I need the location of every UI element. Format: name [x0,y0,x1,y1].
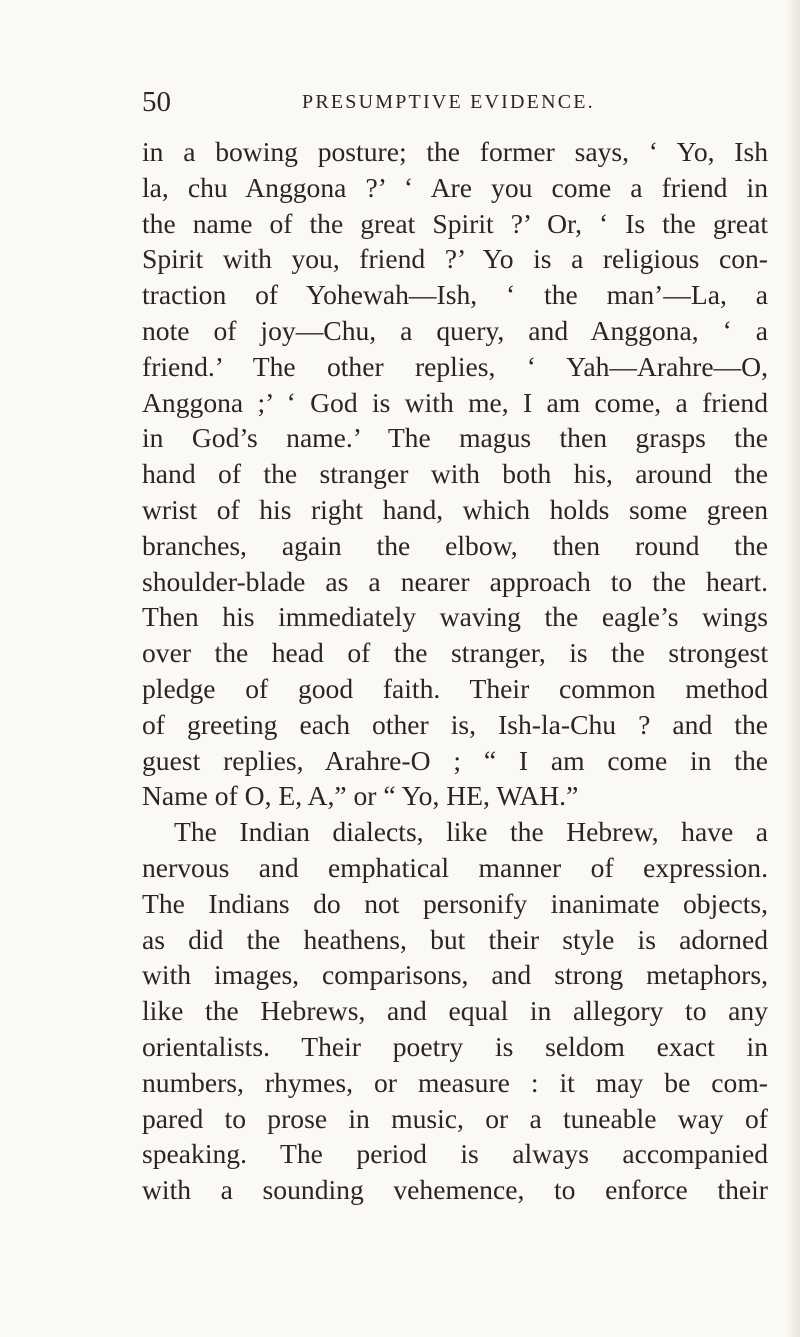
text-line: Name of O, E, A,” or “ Yo, HE, WAH.” [142,780,579,812]
text-line: like the Hebrews, and equal in allegory to any [142,995,768,1027]
running-head [142,86,768,116]
text-line: guest replies, Arahre-O ; “ I am come in the [142,744,768,776]
text-line: over the head of the stranger, is the strongest [142,637,768,669]
page-edge-shadow [786,0,800,1337]
text-line: traction of Yohewah—Ish, ‘ the man’—La, a [142,279,768,311]
text-line: Then his immediately waving the eagle’s wings [142,601,768,633]
text-line: branches, again the elbow, then round the [142,529,768,561]
text-line: speaking. The period is always accompanied [142,1138,768,1170]
text-line: nervous and emphatical manner of expression. [142,851,768,883]
text-line: pledge of good faith. Their common method [142,672,768,704]
text-line: wrist of his right hand, which holds some green [142,493,768,525]
text-line: Spirit with you, friend ?’ Yo is a religious con- [142,243,768,275]
text-line: The Indian dialects, like the Hebrew, have a [174,816,768,848]
page-number: 50 [142,86,171,118]
body-text [142,134,768,1208]
text-line: orientalists. Their poetry is seldom exact in [142,1030,768,1062]
text-line: as did the heathens, but their style is adorned [142,923,768,955]
text-line: hand of the stranger with both his, around the [142,458,768,490]
text-line: friend.’ The other replies, ‘ Yah—Arahre—O, [142,350,768,382]
text-line: the name of the great Spirit ?’ Or, ‘ Is the great [142,207,768,239]
text-line: numbers, rhymes, or measure : it may be com- [142,1066,768,1098]
text-line: in God’s name.’ The magus then grasps the [142,422,768,454]
text-line: in a bowing posture; the former says, ‘ Yo, Ish [142,136,768,167]
text-line: The Indians do not personify inanimate objects, [142,887,768,919]
text-line: note of joy—Chu, a query, and Anggona, ‘ a [142,314,768,346]
text-line: pared to prose in music, or a tuneable way of [142,1102,768,1134]
text-line: shoulder-blade as a nearer approach to the heart. [142,565,768,597]
text-line: with a sounding vehemence, to enforce their [142,1174,768,1206]
text-line: with images, comparisons, and strong metaphors, [142,959,768,991]
text-line: of greeting each other is, Ish-la-Chu ? and the [142,708,768,740]
text-line: Anggona ;’ ‘ God is with me, I am come, a friend [142,386,768,418]
running-title: PRESUMPTIVE EVIDENCE. [302,91,595,113]
text-line: la, chu Anggona ?’ ‘ Are you come a friend in [142,171,768,203]
